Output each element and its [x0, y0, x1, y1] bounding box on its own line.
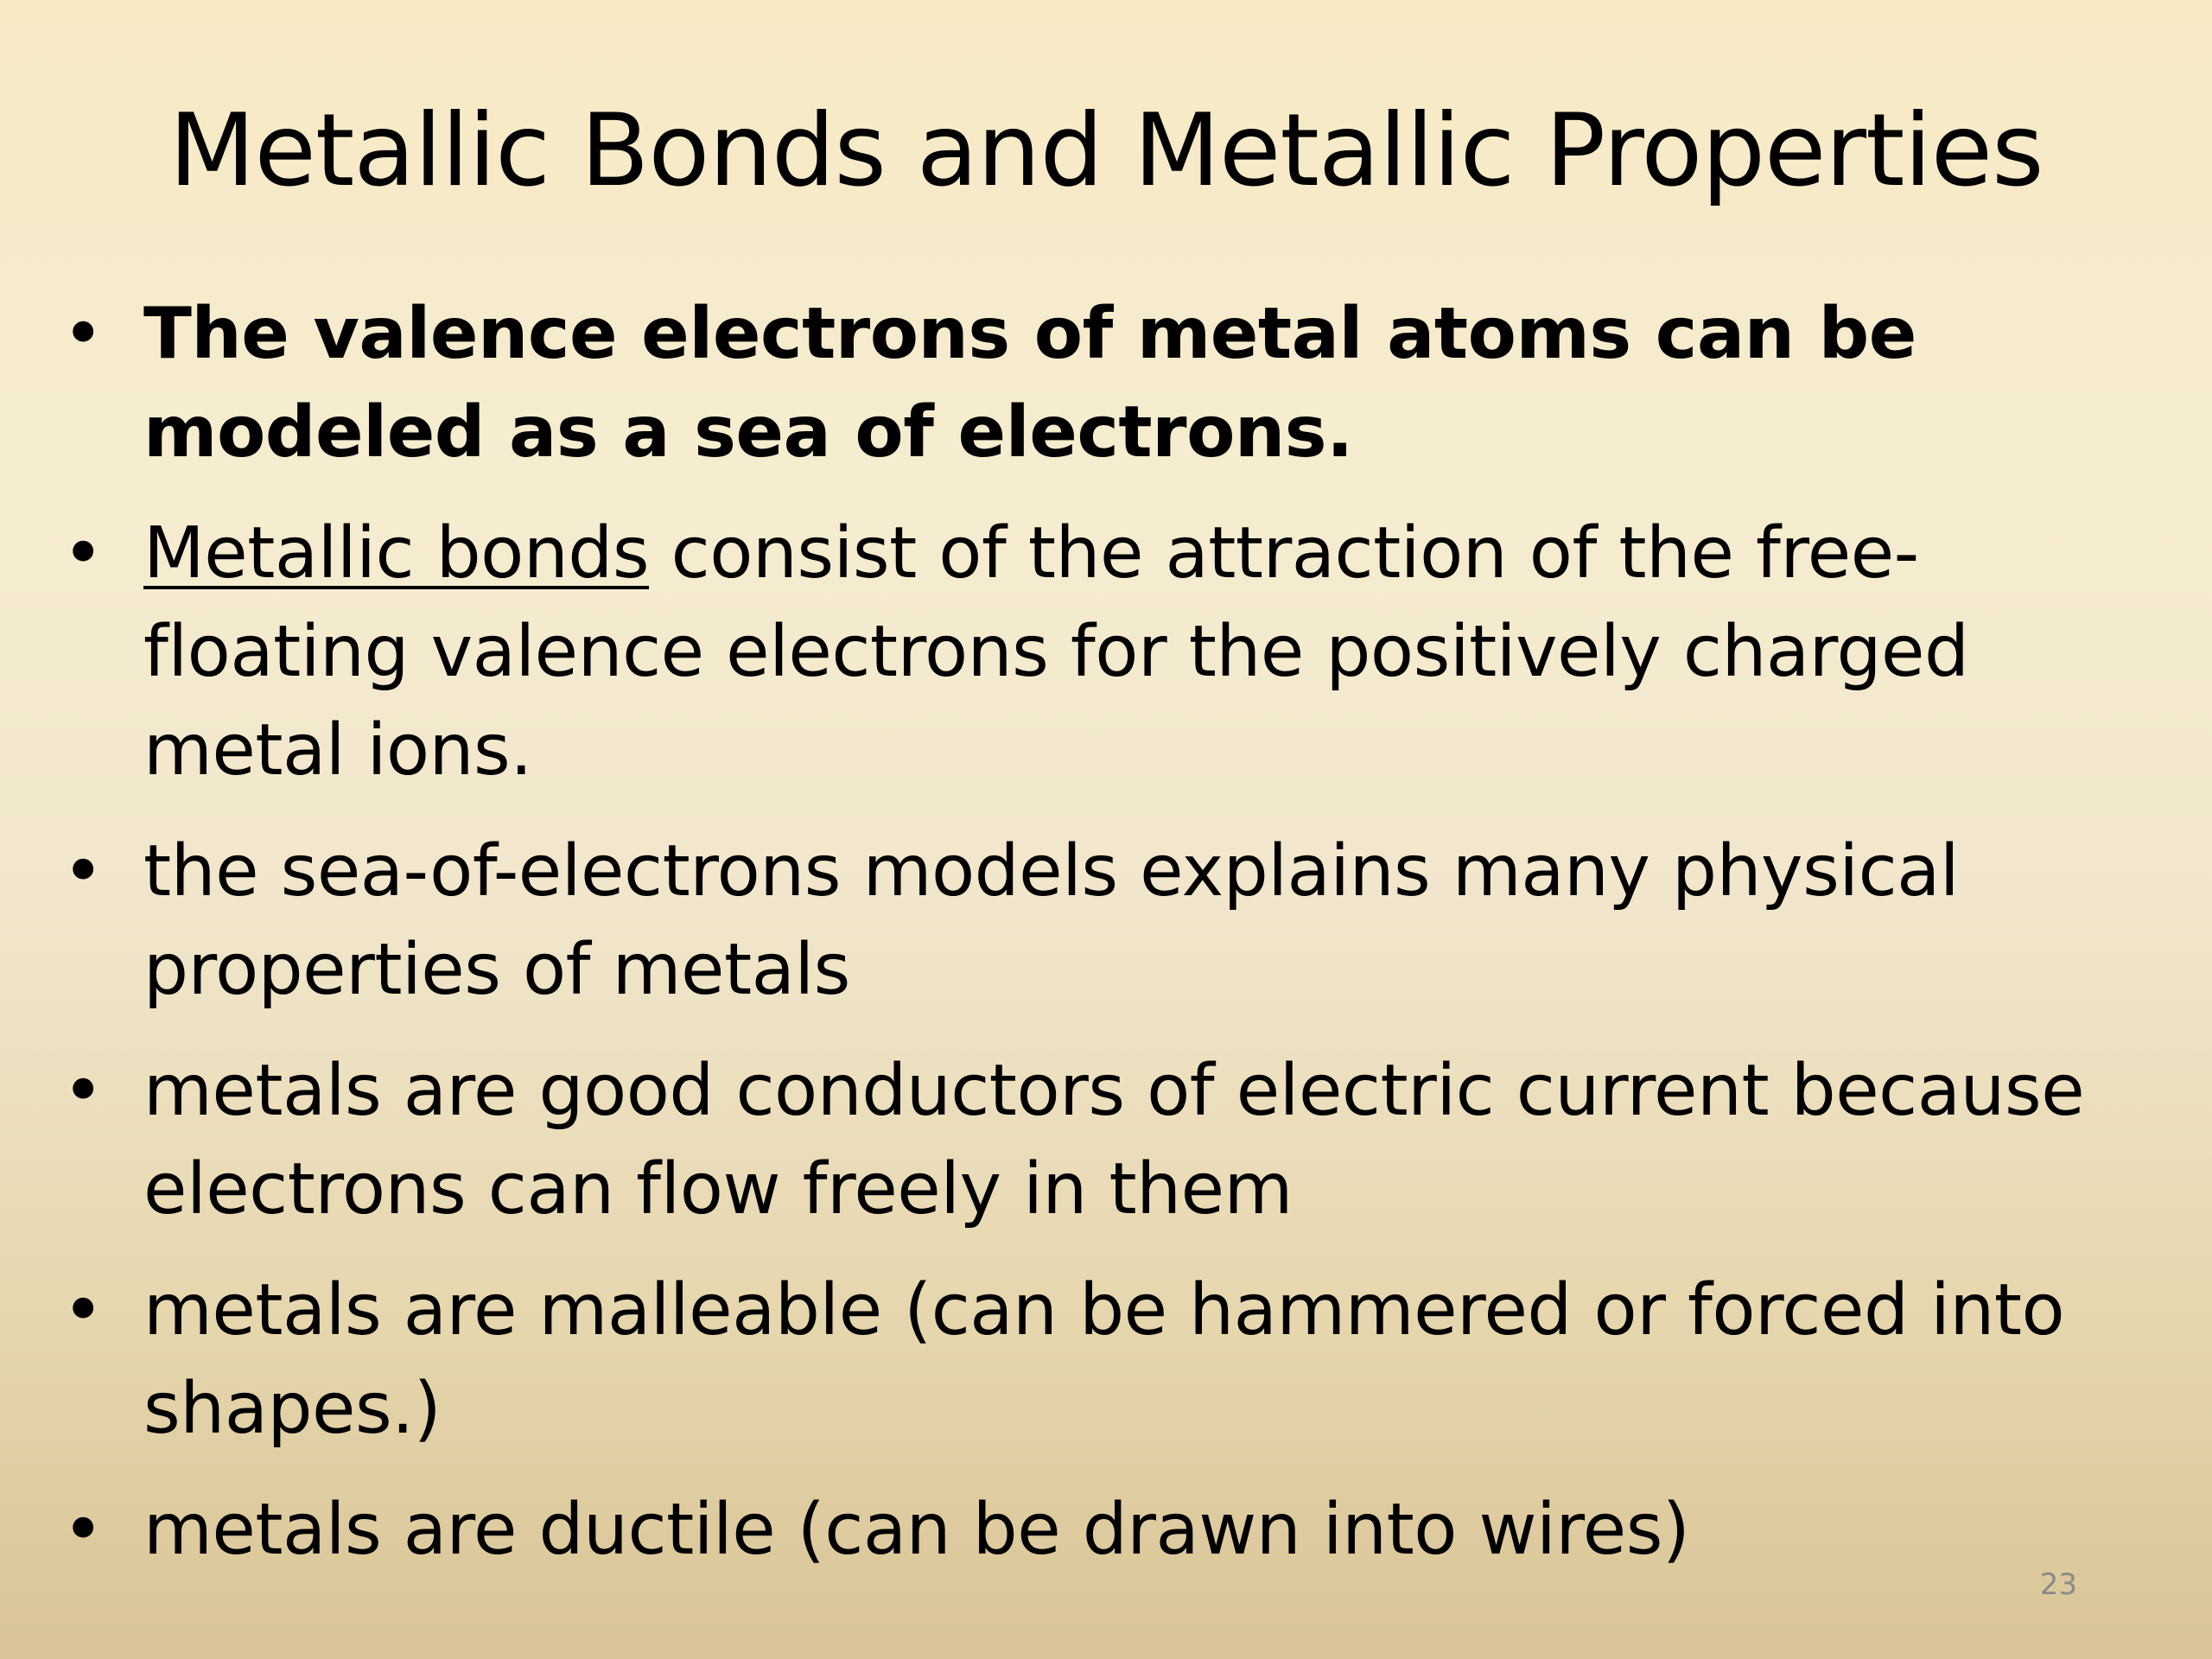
- bullet-text: consist of the attraction of the free-floating valence electrons for the positively charged metal ions.: [143, 512, 1969, 791]
- bullet-icon: •: [62, 830, 104, 912]
- bullet-item: [52, 505, 2108, 800]
- bullet-text: metals are malleable (can be hammered or forced into shapes.): [143, 1269, 2065, 1450]
- bullet-item: [52, 1262, 2108, 1459]
- bullet-item: [52, 285, 2108, 482]
- bullet-item: [52, 1042, 2108, 1239]
- bullet-text: metals are good conductors of electric current because electrons can flow freely in them: [143, 1050, 2085, 1230]
- bullet-item: [52, 823, 2108, 1020]
- bullet-item: [52, 1481, 2108, 1580]
- bullet-icon: •: [62, 512, 104, 594]
- bullet-text: metals are ductile (can be drawn into wires): [143, 1489, 1690, 1571]
- slide-number: 23: [2039, 1567, 2077, 1602]
- metallic-bonds-term: Metallic bonds: [143, 512, 650, 594]
- bullet-icon: •: [62, 1269, 104, 1351]
- bullet-list: [52, 285, 2108, 1602]
- bullet-text: The valence electrons of metal atoms can be modeled as a sea of electrons.: [143, 293, 1916, 474]
- bullet-icon: •: [62, 1489, 104, 1571]
- slide-title: Metallic Bonds and Metallic Properties: [168, 92, 2044, 209]
- bullet-icon: •: [62, 1050, 104, 1132]
- bullet-icon: •: [62, 293, 104, 375]
- bullet-text: the sea-of-electrons models explains many physical properties of metals: [143, 830, 1960, 1011]
